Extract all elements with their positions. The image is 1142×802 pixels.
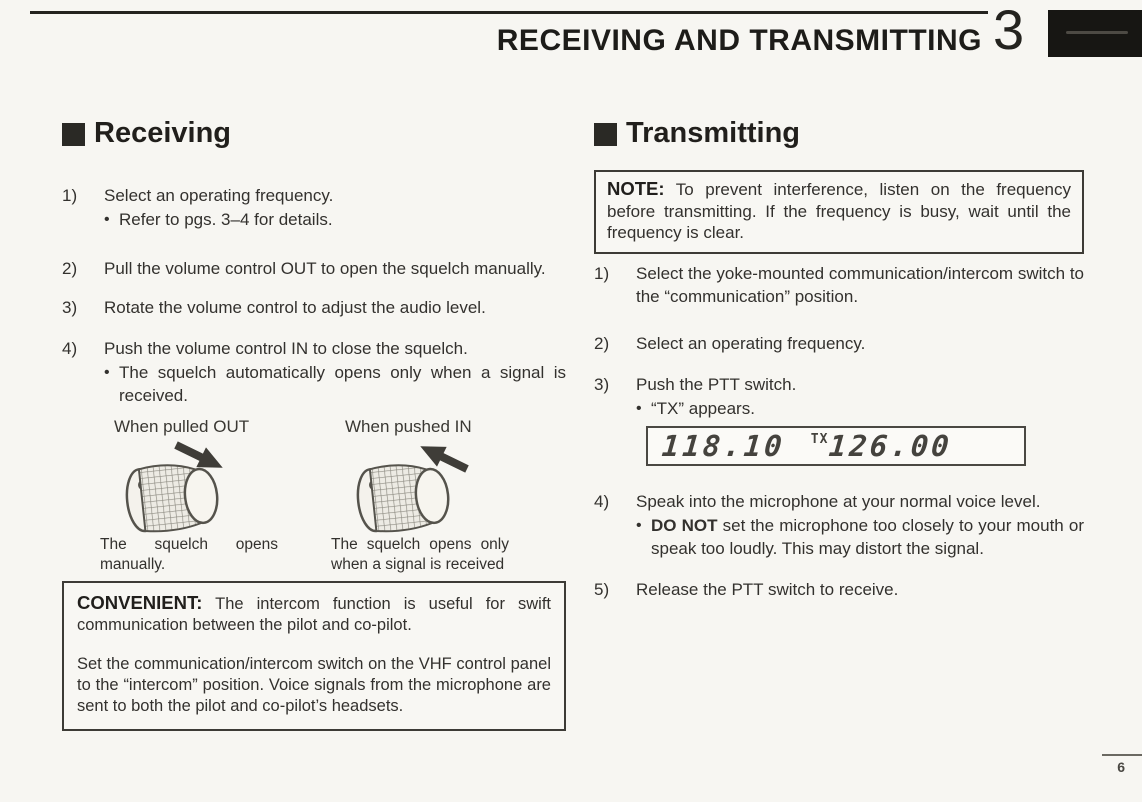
page-title: RECEIVING AND TRANSMITTING	[496, 24, 982, 57]
header-rule	[30, 11, 988, 14]
step-bullet	[636, 514, 1084, 560]
note-text: To prevent interference, listen on the frequency before transmitting. If the frequency is busy, wait until the frequency is clear.	[607, 180, 1071, 243]
transmitting-section	[594, 118, 1084, 601]
convenient-note-box	[62, 581, 566, 731]
bullet-text	[651, 514, 1084, 560]
convenient-text-1: The intercom function is useful for swift communication between the pilot and co-pilot.	[77, 595, 551, 635]
step-text: Pull the volume control OUT to open the squelch manually.	[104, 259, 546, 279]
transmitting-step-3	[594, 373, 1084, 420]
step-bullet	[104, 208, 566, 231]
volume-knob-pushed-in-icon	[333, 439, 483, 535]
transmitting-heading	[594, 118, 1084, 148]
step-text: Rotate the volume control to adjust the audio level.	[104, 298, 486, 318]
bullet-rest-text: set the microphone too closely to your mouth or speak too loudly. This may distort the signal.	[651, 515, 1084, 558]
tx-frequency-readout: 126.00	[827, 428, 954, 463]
tx-indicator: TX	[810, 431, 829, 447]
note-box	[594, 170, 1084, 254]
step-number: 4)	[62, 339, 78, 359]
section-marker-square-icon	[594, 123, 617, 146]
step-number: 2)	[62, 259, 78, 279]
receiving-heading	[62, 118, 566, 148]
step-number: 1)	[594, 263, 610, 283]
figure-label: When pulled OUT	[114, 417, 250, 437]
convenient-paragraph-1	[77, 592, 551, 636]
figure-caption: The squelch opens manually.	[100, 536, 278, 574]
step-bullet	[636, 397, 1084, 420]
transmitting-step-5	[594, 578, 1084, 601]
step-bullet	[104, 361, 566, 407]
receiving-step-3	[62, 296, 566, 319]
transmitting-heading-label: Transmitting	[626, 117, 801, 149]
footer-rule	[1102, 754, 1142, 756]
receiving-heading-label: Receiving	[94, 117, 231, 149]
step-text: Release the PTT switch to receive.	[636, 579, 899, 599]
step-text: Speak into the microphone at your normal voice level.	[636, 491, 1041, 511]
squelch-figures	[62, 417, 566, 575]
section-marker-square-icon	[62, 123, 85, 146]
step-number: 2)	[594, 333, 610, 353]
step-text: Select an operating frequency.	[636, 333, 866, 353]
step-number: 4)	[594, 491, 610, 511]
rx-frequency-readout: 118.10	[660, 428, 787, 463]
chapter-number: 3	[993, 0, 1025, 61]
frequency-display	[646, 426, 1026, 466]
figure-pulled-out	[100, 417, 307, 575]
step-number: 3)	[594, 374, 610, 394]
convenient-paragraph-2: Set the communication/intercom switch on the VHF control panel to the “intercom” position. Voice signals from the microphone are sent to both the pilot and co-pilot’s headsets.	[77, 655, 551, 716]
receiving-section	[62, 118, 566, 731]
receiving-step-2	[62, 257, 566, 280]
receiving-step-4	[62, 337, 566, 407]
step-number: 1)	[62, 186, 78, 206]
figure-pushed-in	[331, 417, 538, 575]
step-text: Select the yoke-mounted communication/intercom switch to the “communication” position.	[636, 263, 1084, 306]
step-number: 5)	[594, 579, 610, 599]
page-number: 6	[1117, 759, 1125, 775]
step-text: Push the PTT switch.	[636, 374, 797, 394]
transmitting-step-1	[594, 262, 1084, 308]
bullet-text: • The squelch automatically opens only when a signal is received.	[119, 363, 566, 406]
bullet-text: • “TX” appears.	[651, 398, 755, 418]
bullet-bold-text: DO NOT	[651, 515, 718, 535]
convenient-label: CONVENIENT:	[77, 592, 203, 614]
step-text: Select an operating frequency.	[104, 186, 334, 206]
transmitting-step-2	[594, 332, 1084, 355]
figure-label: When pushed IN	[345, 417, 472, 437]
transmitting-step-4	[594, 490, 1084, 560]
receiving-step-1	[62, 184, 566, 231]
chapter-tab-marker	[1048, 10, 1142, 57]
note-label: NOTE:	[607, 178, 665, 200]
step-number: 3)	[62, 298, 78, 318]
volume-knob-pulled-out-icon	[102, 439, 252, 535]
step-text: Push the volume control IN to close the squelch.	[104, 339, 468, 359]
bullet-text: • Refer to pgs. 3–4 for details.	[119, 210, 333, 230]
figure-caption: The squelch opens only when a signal is received	[331, 536, 509, 574]
